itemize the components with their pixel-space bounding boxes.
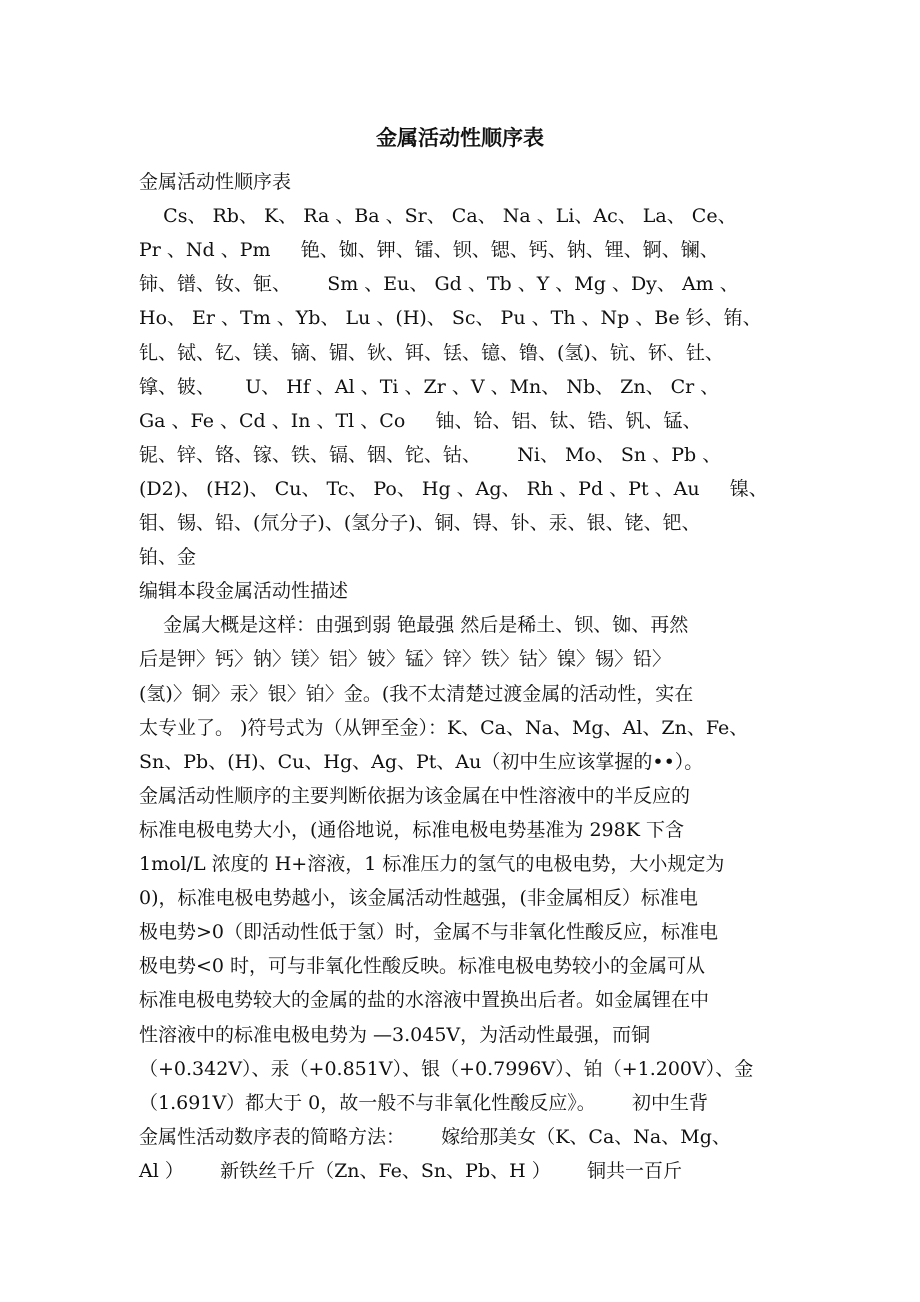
- text-line: 金属大概是这样：由强到弱 铯最强 然后是稀土、钡、铷、再然: [139, 614, 689, 637]
- text-line: Al ） 新铁丝千斤（Zn、Fe、Sn、Pb、H ） 铜共一百斤: [139, 1159, 682, 1182]
- document-title: 金属活动性顺序表: [376, 126, 544, 150]
- text-line: 钆、铽、钇、镁、镝、镅、钬、铒、铥、镱、镥、(氢)、钪、钚、钍、: [139, 341, 724, 364]
- text-line: 后是钾〉钙〉钠〉镁〉铝〉铍〉锰〉锌〉铁〉钴〉镍〉锡〉铅〉: [139, 648, 672, 671]
- text-line: 0)，标准电极电势越小，该金属活动性越强，(非金属相反）标准电: [139, 887, 698, 910]
- text-line: （+0.342V）、汞（+0.851V）、银（+0.7996V）、铂（+1.200V）、金: [139, 1057, 754, 1080]
- text-line: 金属活动性顺序表: [139, 171, 292, 193]
- text-line: (氢)〉铜〉汞〉银〉铂〉金。(我不太清楚过渡金属的活动性，实在: [139, 682, 694, 705]
- text-line: 极电势>0（即活动性低于氢）时，金属不与非氧化性酸反应，标准电: [139, 921, 719, 944]
- text-line: 极电势<0 时，可与非氧化性酸反映。标准电极电势较小的金属可从: [139, 955, 706, 978]
- text-line: 标准电极电势较大的金属的盐的水溶液中置换出后者。如金属锂在中: [139, 989, 710, 1012]
- text-line: Pr 、Nd 、Pm 铯、铷、钾、镭、钡、锶、钙、钠、锂、锕、镧、: [139, 239, 719, 262]
- text-line: Sn、Pb、(H)、Cu、Hg、Ag、Pt、Au（初中生应该掌握的••）。: [139, 750, 704, 773]
- text-line: 铂、金: [139, 546, 197, 569]
- text-line: 1mol/L 浓度的 H+溶液，1 标准压力的氢气的电极电势，大小规定为: [139, 853, 725, 875]
- text-line: 金属性活动数序表的简略方法： 嫁给那美女（K、Ca、Na、Mg、: [139, 1125, 731, 1148]
- text-line: 太专业了。 )符号式为（从钾至金）：K、Ca、Na、Mg、Al、Zn、Fe、: [139, 716, 749, 739]
- text-line: 标准电极电势大小，(通俗地说，标准电极电势基准为 298K 下含: [139, 818, 684, 841]
- text-line: 金属活动性顺序的主要判断依据为该金属在中性溶液中的半反应的: [139, 784, 691, 807]
- text-line: Ho、 Er 、Tm 、Yb、 Lu 、(H)、 Sc、 Pu 、Th 、Np 、Be 钐、铕、: [139, 307, 762, 330]
- text-line: 铌、锌、铬、镓、铁、镉、铟、铊、钴、 Ni、 Mo、 Sn 、Pb 、: [139, 443, 722, 466]
- text-line: (D2)、 (H2)、 Cu、 Tc、 Po、 Hg 、Ag、 Rh 、Pd 、Pt 、Au 镍、: [139, 477, 768, 500]
- text-line: 性溶液中的标准电极电势为 —3.045V，为活动性最强，而铜: [139, 1023, 651, 1046]
- text-line: Cs、 Rb、 K、 Ra 、Ba 、Sr、 Ca、 Na 、Li、Ac、 La、 Ce、: [139, 205, 737, 228]
- text-line: 铈、镨、钕、钷、 Sm 、Eu、 Gd 、Tb 、Y 、Mg 、Dy、 Am 、: [139, 273, 739, 296]
- text-line: 钼、锡、铅、(氘分子)、(氢分子)、铜、锝、钋、汞、银、铑、钯、: [139, 512, 701, 534]
- text-line: 镎、铍、 U、 Hf 、Al 、Ti 、Zr 、V 、Mn、 Nb、 Zn、 Cr 、: [139, 375, 720, 398]
- text-line: （1.691V）都大于 0，故一般不与非氧化性酸反应》。 初中生背: [139, 1091, 708, 1114]
- text-line: Ga 、Fe 、Cd 、In 、Tl 、Co 铀、铪、铝、钛、锆、钒、锰、: [139, 409, 702, 432]
- text-line: 编辑本段金属活动性描述: [139, 580, 349, 603]
